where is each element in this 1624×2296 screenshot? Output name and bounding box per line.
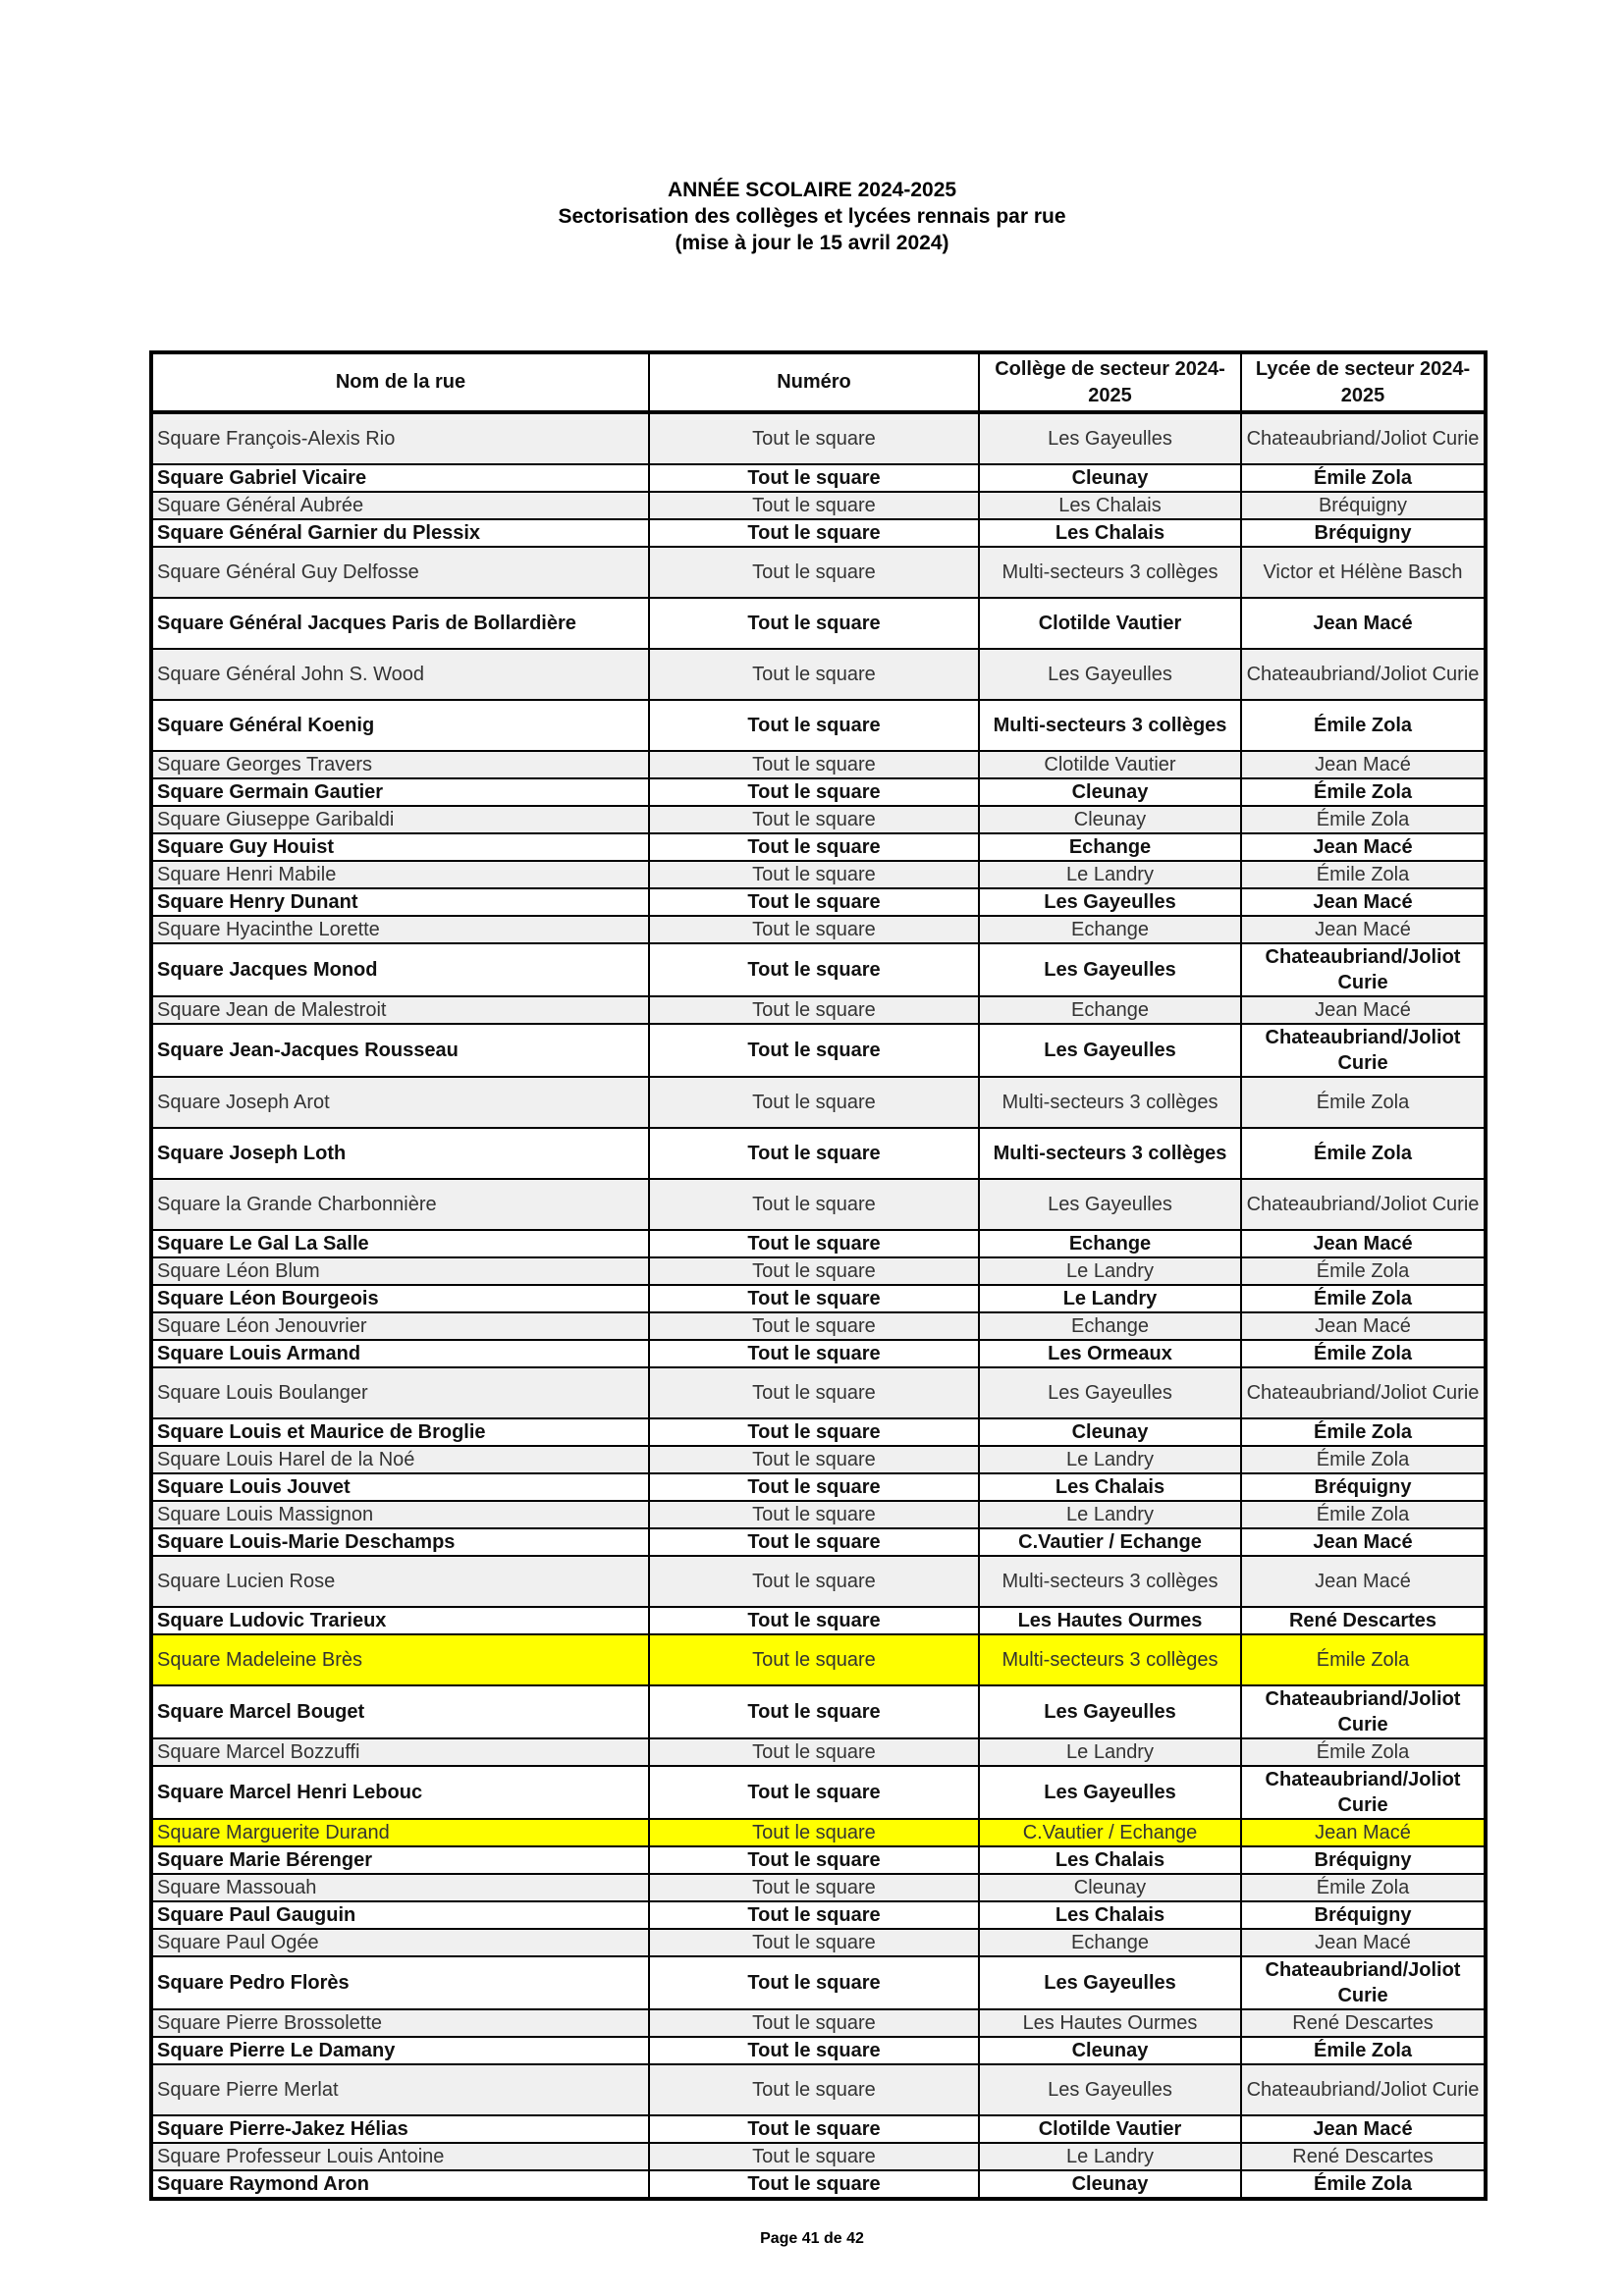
table-row xyxy=(151,1446,1486,1473)
table-row xyxy=(151,2115,1486,2143)
number-cell: Tout le square xyxy=(649,1766,979,1819)
number-cell: Tout le square xyxy=(649,598,979,649)
lycee-cell: Chateaubriand/Joliot Curie xyxy=(1241,1956,1486,2009)
table-row xyxy=(151,1473,1486,1501)
lycee-cell: Jean Macé xyxy=(1241,2115,1486,2143)
college-cell: Les Gayeulles xyxy=(979,649,1241,700)
table-row xyxy=(151,943,1486,996)
table-row xyxy=(151,1340,1486,1367)
college-cell: Les Gayeulles xyxy=(979,1024,1241,1077)
table-row xyxy=(151,2009,1486,2037)
table-row xyxy=(151,2037,1486,2064)
number-cell: Tout le square xyxy=(649,1179,979,1230)
header-lycee: Lycée de secteur 2024-2025 xyxy=(1241,352,1486,412)
table-row xyxy=(151,806,1486,833)
street-cell: Square Pierre Le Damany xyxy=(151,2037,649,2064)
number-cell: Tout le square xyxy=(649,2064,979,2115)
table-row xyxy=(151,2143,1486,2170)
header-college: Collège de secteur 2024-2025 xyxy=(979,352,1241,412)
lycee-cell: Émile Zola xyxy=(1241,1874,1486,1901)
table-row xyxy=(151,1230,1486,1257)
number-cell: Tout le square xyxy=(649,1446,979,1473)
street-cell: Square Pedro Florès xyxy=(151,1956,649,2009)
number-cell: Tout le square xyxy=(649,2009,979,2037)
table-row xyxy=(151,519,1486,547)
college-cell: Le Landry xyxy=(979,1738,1241,1766)
number-cell: Tout le square xyxy=(649,1312,979,1340)
street-cell: Square Louis-Marie Deschamps xyxy=(151,1528,649,1556)
street-cell: Square Louis et Maurice de Broglie xyxy=(151,1418,649,1446)
lycee-cell: Émile Zola xyxy=(1241,1257,1486,1285)
street-cell: Square Pierre Merlat xyxy=(151,2064,649,2115)
lycee-cell: Jean Macé xyxy=(1241,1528,1486,1556)
number-cell: Tout le square xyxy=(649,1285,979,1312)
number-cell: Tout le square xyxy=(649,1418,979,1446)
document-title xyxy=(0,177,1624,256)
street-cell: Square Marcel Bouget xyxy=(151,1685,649,1738)
street-cell: Square Pierre Brossolette xyxy=(151,2009,649,2037)
college-cell: Le Landry xyxy=(979,2143,1241,2170)
street-cell: Square Joseph Loth xyxy=(151,1128,649,1179)
lycee-cell: Émile Zola xyxy=(1241,1738,1486,1766)
college-cell: Multi-secteurs 3 collèges xyxy=(979,1077,1241,1128)
table-row xyxy=(151,1634,1486,1685)
college-cell: Les Gayeulles xyxy=(979,1956,1241,2009)
number-cell: Tout le square xyxy=(649,1128,979,1179)
college-cell: C.Vautier / Echange xyxy=(979,1528,1241,1556)
lycee-cell: Jean Macé xyxy=(1241,916,1486,943)
street-cell: Square Massouah xyxy=(151,1874,649,1901)
lycee-cell: Chateaubriand/Joliot Curie xyxy=(1241,1685,1486,1738)
street-cell: Square Professeur Louis Antoine xyxy=(151,2143,649,2170)
lycee-cell: Émile Zola xyxy=(1241,1634,1486,1685)
table-row xyxy=(151,1607,1486,1634)
table-row xyxy=(151,833,1486,861)
number-cell: Tout le square xyxy=(649,1024,979,1077)
number-cell: Tout le square xyxy=(649,2115,979,2143)
college-cell: Les Chalais xyxy=(979,1901,1241,1929)
lycee-cell: Émile Zola xyxy=(1241,1340,1486,1367)
lycee-cell: Chateaubriand/Joliot Curie xyxy=(1241,412,1486,464)
table-row xyxy=(151,1285,1486,1312)
college-cell: Les Gayeulles xyxy=(979,943,1241,996)
lycee-cell: Émile Zola xyxy=(1241,861,1486,888)
lycee-cell: Chateaubriand/Joliot Curie xyxy=(1241,1024,1486,1077)
lycee-cell: René Descartes xyxy=(1241,1607,1486,1634)
street-cell: Square Jean-Jacques Rousseau xyxy=(151,1024,649,1077)
title-line-2: Sectorisation des collèges et lycées rennais par rue xyxy=(558,205,1066,228)
table-row xyxy=(151,1766,1486,1819)
street-cell: Square Le Gal La Salle xyxy=(151,1230,649,1257)
number-cell: Tout le square xyxy=(649,1230,979,1257)
street-cell: Square Giuseppe Garibaldi xyxy=(151,806,649,833)
table-row xyxy=(151,1418,1486,1446)
street-cell: Square Léon Jenouvrier xyxy=(151,1312,649,1340)
college-cell: Les Hautes Ourmes xyxy=(979,2009,1241,2037)
number-cell: Tout le square xyxy=(649,1819,979,1846)
college-cell: Cleunay xyxy=(979,2170,1241,2199)
college-cell: Clotilde Vautier xyxy=(979,751,1241,778)
number-cell: Tout le square xyxy=(649,519,979,547)
college-cell: Le Landry xyxy=(979,1501,1241,1528)
college-cell: Les Chalais xyxy=(979,1473,1241,1501)
lycee-cell: Chateaubriand/Joliot Curie xyxy=(1241,1367,1486,1418)
table-row xyxy=(151,916,1486,943)
lycee-cell: Jean Macé xyxy=(1241,1312,1486,1340)
college-cell: C.Vautier / Echange xyxy=(979,1819,1241,1846)
street-cell: Square Germain Gautier xyxy=(151,778,649,806)
college-cell: Les Gayeulles xyxy=(979,888,1241,916)
table-row xyxy=(151,751,1486,778)
lycee-cell: Jean Macé xyxy=(1241,1556,1486,1607)
street-cell: Square Marcel Henri Lebouc xyxy=(151,1766,649,1819)
college-cell: Le Landry xyxy=(979,1257,1241,1285)
number-cell: Tout le square xyxy=(649,861,979,888)
lycee-cell: Émile Zola xyxy=(1241,778,1486,806)
lycee-cell: René Descartes xyxy=(1241,2009,1486,2037)
table-row xyxy=(151,2064,1486,2115)
lycee-cell: Chateaubriand/Joliot Curie xyxy=(1241,649,1486,700)
number-cell: Tout le square xyxy=(649,943,979,996)
street-cell: Square Joseph Arot xyxy=(151,1077,649,1128)
table-row xyxy=(151,1179,1486,1230)
table-row xyxy=(151,492,1486,519)
header-number: Numéro xyxy=(649,352,979,412)
lycee-cell: Bréquigny xyxy=(1241,1473,1486,1501)
table-row xyxy=(151,1128,1486,1179)
lycee-cell: René Descartes xyxy=(1241,2143,1486,2170)
table-row xyxy=(151,1685,1486,1738)
number-cell: Tout le square xyxy=(649,888,979,916)
lycee-cell: Chateaubriand/Joliot Curie xyxy=(1241,1766,1486,1819)
number-cell: Tout le square xyxy=(649,806,979,833)
number-cell: Tout le square xyxy=(649,778,979,806)
lycee-cell: Jean Macé xyxy=(1241,598,1486,649)
lycee-cell: Émile Zola xyxy=(1241,700,1486,751)
street-cell: Square Marguerite Durand xyxy=(151,1819,649,1846)
street-cell: Square Louis Massignon xyxy=(151,1501,649,1528)
college-cell: Echange xyxy=(979,1929,1241,1956)
table-row xyxy=(151,996,1486,1024)
number-cell: Tout le square xyxy=(649,1874,979,1901)
table-row xyxy=(151,464,1486,492)
college-cell: Le Landry xyxy=(979,1285,1241,1312)
lycee-cell: Victor et Hélène Basch xyxy=(1241,547,1486,598)
table-row xyxy=(151,1257,1486,1285)
table-header-row xyxy=(151,352,1486,412)
street-cell: Square Général Garnier du Plessix xyxy=(151,519,649,547)
table-row xyxy=(151,1929,1486,1956)
table-row xyxy=(151,598,1486,649)
lycee-cell: Émile Zola xyxy=(1241,2170,1486,2199)
street-cell: Square Léon Blum xyxy=(151,1257,649,1285)
street-cell: Square Marcel Bozzuffi xyxy=(151,1738,649,1766)
street-cell: Square Pierre-Jakez Hélias xyxy=(151,2115,649,2143)
college-cell: Les Gayeulles xyxy=(979,412,1241,464)
table-row xyxy=(151,1819,1486,1846)
lycee-cell: Émile Zola xyxy=(1241,2037,1486,2064)
lycee-cell: Émile Zola xyxy=(1241,1128,1486,1179)
header-street: Nom de la rue xyxy=(151,352,649,412)
number-cell: Tout le square xyxy=(649,2170,979,2199)
college-cell: Cleunay xyxy=(979,2037,1241,2064)
street-cell: Square Madeleine Brès xyxy=(151,1634,649,1685)
college-cell: Cleunay xyxy=(979,778,1241,806)
street-cell: Square Gabriel Vicaire xyxy=(151,464,649,492)
number-cell: Tout le square xyxy=(649,916,979,943)
street-cell: Square Général Aubrée xyxy=(151,492,649,519)
number-cell: Tout le square xyxy=(649,492,979,519)
street-cell: Square Général Koenig xyxy=(151,700,649,751)
title-line-3: (mise à jour le 15 avril 2024) xyxy=(675,232,949,254)
number-cell: Tout le square xyxy=(649,1257,979,1285)
number-cell: Tout le square xyxy=(649,1473,979,1501)
lycee-cell: Jean Macé xyxy=(1241,751,1486,778)
number-cell: Tout le square xyxy=(649,1556,979,1607)
college-cell: Clotilde Vautier xyxy=(979,598,1241,649)
table-row xyxy=(151,1556,1486,1607)
street-cell: Square Jacques Monod xyxy=(151,943,649,996)
college-cell: Cleunay xyxy=(979,806,1241,833)
number-cell: Tout le square xyxy=(649,2037,979,2064)
number-cell: Tout le square xyxy=(649,1846,979,1874)
table-row xyxy=(151,412,1486,464)
number-cell: Tout le square xyxy=(649,751,979,778)
number-cell: Tout le square xyxy=(649,1738,979,1766)
table-row xyxy=(151,861,1486,888)
number-cell: Tout le square xyxy=(649,833,979,861)
street-cell: Square Paul Ogée xyxy=(151,1929,649,1956)
title-line-1: ANNÉE SCOLAIRE 2024-2025 xyxy=(667,179,957,201)
number-cell: Tout le square xyxy=(649,1528,979,1556)
table-row xyxy=(151,1901,1486,1929)
street-cell: Square la Grande Charbonnière xyxy=(151,1179,649,1230)
street-cell: Square Paul Gauguin xyxy=(151,1901,649,1929)
college-cell: Les Gayeulles xyxy=(979,1685,1241,1738)
college-cell: Les Hautes Ourmes xyxy=(979,1607,1241,1634)
street-cell: Square Hyacinthe Lorette xyxy=(151,916,649,943)
street-cell: Square Jean de Malestroit xyxy=(151,996,649,1024)
street-cell: Square Léon Bourgeois xyxy=(151,1285,649,1312)
lycee-cell: Émile Zola xyxy=(1241,1418,1486,1446)
sectorisation-table xyxy=(149,350,1488,2201)
college-cell: Multi-secteurs 3 collèges xyxy=(979,700,1241,751)
street-cell: Square Ludovic Trarieux xyxy=(151,1607,649,1634)
street-cell: Square François-Alexis Rio xyxy=(151,412,649,464)
table-row xyxy=(151,1024,1486,1077)
lycee-cell: Bréquigny xyxy=(1241,1846,1486,1874)
college-cell: Cleunay xyxy=(979,1418,1241,1446)
college-cell: Les Chalais xyxy=(979,1846,1241,1874)
table-row xyxy=(151,778,1486,806)
number-cell: Tout le square xyxy=(649,1501,979,1528)
number-cell: Tout le square xyxy=(649,996,979,1024)
street-cell: Square Georges Travers xyxy=(151,751,649,778)
table-row xyxy=(151,1501,1486,1528)
college-cell: Cleunay xyxy=(979,1874,1241,1901)
street-cell: Square Louis Jouvet xyxy=(151,1473,649,1501)
table-row xyxy=(151,1528,1486,1556)
number-cell: Tout le square xyxy=(649,412,979,464)
college-cell: Les Ormeaux xyxy=(979,1340,1241,1367)
table-row xyxy=(151,1738,1486,1766)
street-cell: Square Louis Boulanger xyxy=(151,1367,649,1418)
college-cell: Echange xyxy=(979,916,1241,943)
number-cell: Tout le square xyxy=(649,2143,979,2170)
number-cell: Tout le square xyxy=(649,1929,979,1956)
lycee-cell: Chateaubriand/Joliot Curie xyxy=(1241,2064,1486,2115)
number-cell: Tout le square xyxy=(649,1077,979,1128)
lycee-cell: Émile Zola xyxy=(1241,1446,1486,1473)
lycee-cell: Émile Zola xyxy=(1241,464,1486,492)
lycee-cell: Jean Macé xyxy=(1241,833,1486,861)
street-cell: Square Henry Dunant xyxy=(151,888,649,916)
table-row xyxy=(151,1367,1486,1418)
college-cell: Le Landry xyxy=(979,1446,1241,1473)
street-cell: Square Henri Mabile xyxy=(151,861,649,888)
lycee-cell: Bréquigny xyxy=(1241,492,1486,519)
college-cell: Echange xyxy=(979,996,1241,1024)
number-cell: Tout le square xyxy=(649,1607,979,1634)
college-cell: Les Chalais xyxy=(979,492,1241,519)
college-cell: Echange xyxy=(979,833,1241,861)
lycee-cell: Chateaubriand/Joliot Curie xyxy=(1241,1179,1486,1230)
college-cell: Multi-secteurs 3 collèges xyxy=(979,1556,1241,1607)
street-cell: Square Raymond Aron xyxy=(151,2170,649,2199)
table-row xyxy=(151,2170,1486,2199)
college-cell: Les Gayeulles xyxy=(979,1367,1241,1418)
college-cell: Les Chalais xyxy=(979,519,1241,547)
lycee-cell: Bréquigny xyxy=(1241,1901,1486,1929)
college-cell: Multi-secteurs 3 collèges xyxy=(979,1634,1241,1685)
lycee-cell: Jean Macé xyxy=(1241,1929,1486,1956)
lycee-cell: Émile Zola xyxy=(1241,1285,1486,1312)
college-cell: Echange xyxy=(979,1312,1241,1340)
table-row xyxy=(151,1312,1486,1340)
number-cell: Tout le square xyxy=(649,1901,979,1929)
lycee-cell: Jean Macé xyxy=(1241,1819,1486,1846)
table-row xyxy=(151,649,1486,700)
lycee-cell: Chateaubriand/Joliot Curie xyxy=(1241,943,1486,996)
page-number: Page 41 de 42 xyxy=(760,2230,864,2247)
table-row xyxy=(151,888,1486,916)
college-cell: Les Gayeulles xyxy=(979,2064,1241,2115)
number-cell: Tout le square xyxy=(649,1685,979,1738)
table-body xyxy=(151,412,1486,2199)
lycee-cell: Émile Zola xyxy=(1241,1501,1486,1528)
college-cell: Clotilde Vautier xyxy=(979,2115,1241,2143)
table-row xyxy=(151,700,1486,751)
street-cell: Square Général Guy Delfosse xyxy=(151,547,649,598)
lycee-cell: Jean Macé xyxy=(1241,1230,1486,1257)
number-cell: Tout le square xyxy=(649,1634,979,1685)
table-row xyxy=(151,1846,1486,1874)
college-cell: Le Landry xyxy=(979,861,1241,888)
street-cell: Square Louis Armand xyxy=(151,1340,649,1367)
number-cell: Tout le square xyxy=(649,547,979,598)
table-row xyxy=(151,1077,1486,1128)
number-cell: Tout le square xyxy=(649,700,979,751)
college-cell: Multi-secteurs 3 collèges xyxy=(979,547,1241,598)
number-cell: Tout le square xyxy=(649,464,979,492)
number-cell: Tout le square xyxy=(649,1956,979,2009)
street-cell: Square Général John S. Wood xyxy=(151,649,649,700)
table-row xyxy=(151,547,1486,598)
street-cell: Square Guy Houist xyxy=(151,833,649,861)
table-row xyxy=(151,1956,1486,2009)
lycee-cell: Jean Macé xyxy=(1241,888,1486,916)
street-cell: Square Louis Harel de la Noé xyxy=(151,1446,649,1473)
lycee-cell: Émile Zola xyxy=(1241,806,1486,833)
college-cell: Multi-secteurs 3 collèges xyxy=(979,1128,1241,1179)
street-cell: Square Général Jacques Paris de Bollardière xyxy=(151,598,649,649)
number-cell: Tout le square xyxy=(649,1367,979,1418)
college-cell: Les Gayeulles xyxy=(979,1179,1241,1230)
table-row xyxy=(151,1874,1486,1901)
lycee-cell: Jean Macé xyxy=(1241,996,1486,1024)
number-cell: Tout le square xyxy=(649,1340,979,1367)
street-cell: Square Lucien Rose xyxy=(151,1556,649,1607)
college-cell: Echange xyxy=(979,1230,1241,1257)
lycee-cell: Émile Zola xyxy=(1241,1077,1486,1128)
college-cell: Les Gayeulles xyxy=(979,1766,1241,1819)
lycee-cell: Bréquigny xyxy=(1241,519,1486,547)
college-cell: Cleunay xyxy=(979,464,1241,492)
number-cell: Tout le square xyxy=(649,649,979,700)
street-cell: Square Marie Bérenger xyxy=(151,1846,649,1874)
